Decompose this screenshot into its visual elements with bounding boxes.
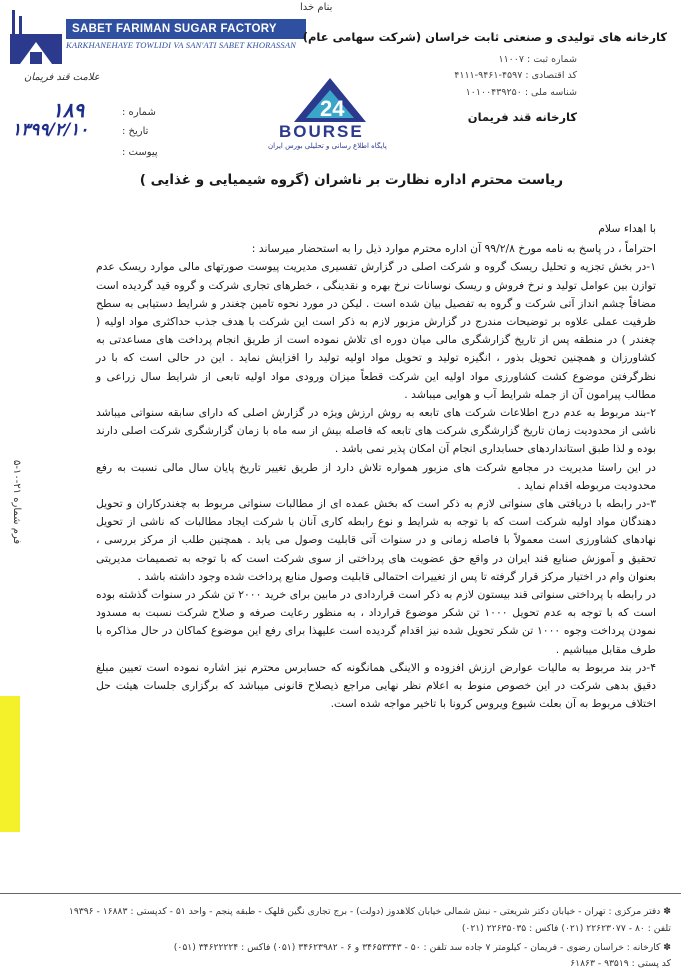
bourse-logo-caption: پایگاه اطلاع رسانی و تحلیلی بورس ایران xyxy=(268,142,387,150)
body-paragraph-3: در این راستا مدیریت در مجامع شرکت های مزبور همواره تلاش دارد از طریق تغییر تاریخ پایان سال مالی نسبت به رفع محدودیت مربوطه اقدام نماید . xyxy=(96,460,656,492)
form-number-text: فرم شماره ۲۱-۱۰-۵ xyxy=(11,460,22,545)
footer-office-phone: تلفن : ۸۰ - ۲۲۶۲۳۰۷۷ (۰۲۱) فاکس : ۲۲۶۳۵۰۳۵ (۰۲۱) xyxy=(461,923,671,934)
highlight-marker xyxy=(0,696,20,832)
basmala: بنام خدا xyxy=(300,2,333,13)
factory-name: کارخانه قند فریمان xyxy=(467,110,577,124)
intro-paragraph: احتراماً ، در پاسخ به نامه مورخ ۹۹/۲/۸ آن اداره محترم موارد ذیل را به استحضار میرساند : xyxy=(251,242,656,256)
svg-text:24: 24 xyxy=(320,96,345,121)
letter-date-value: ۱۳۹۹/۲/۱۰ xyxy=(12,120,89,140)
economic-code: کد اقتصادی : ۴۵۹۷-۹۴۶۱-۴۱۱۱ xyxy=(454,70,577,81)
factory-logo-icon xyxy=(6,8,66,66)
english-company-title: SABET FARIMAN SUGAR FACTORY xyxy=(66,19,306,39)
english-company-subtitle: KARKHANEHAYE TOWLIDI VA SAN'ATI SABET KHORASSAN xyxy=(66,40,297,50)
body-paragraph-5: در رابطه با پرداختی سنواتی قند بیستون لازم به ذکر است قراردادی در مابین برای خرید ۲۰۰۰ تن شکر در سنوات گذشته بوده است که با توجه به عدم تحویل ۱۰۰۰ تن شکر موضوع قرارداد ، به منظور رعایت صرفه و صلاح شرکت نسبت به مسدود نمودن پرداخت وجوه ۱۰۰۰ تن شکر تحویل شده نیز اقدام گردیده است علیهذا برای رفع این موضوع کماکان در حال مذاکره با طرف مقابل میباشیم . xyxy=(96,588,656,656)
company-name: کارخانه های تولیدی و صنعتی ثابت خراسان (شرکت سهامی عام) xyxy=(302,30,667,44)
letter-number-label: شماره : xyxy=(122,107,156,118)
footer-divider xyxy=(0,893,681,894)
bourse-logo-word: BOURSE xyxy=(279,122,364,141)
body-paragraph-4: ۳-در رابطه با دریافتی های سنواتی لازم به ذکر است که بخش عمده ای از مطالبات سنواتی مربوط به چغندرکاران و تحویل دهندگان مواد اولیه شرکت است که با توجه به شرایط و نوع رابطه کاری آنان با شرکت ایجاد مطالبات که ناشی از تحویل نهادهای کشاورزی است معمولاً با فاصله زمانی و در سنوات آتی قابلیت وصول می یابد . همچنین طلب از مرکز بررسی ، تحقیق و آموزش صنایع قند ایران در واقع حق عضویت های پرداختی از سوی شرکت است که با توجه به تصمیمات مدیریتی بعنوان وام در اختیار مرکز قرار گرفته تا پس از تغییرات احتمالی قابلیت وصول منابع پرداخت شده وجود داشته باشد . xyxy=(96,497,656,583)
footer-office-address: ✽ دفتر مرکزی : تهران - خیابان دکتر شریعتی - نبش شمالی خیابان کلاهدوز (دولت) - برج تجاری نگین قلهک - طبقه پنجم - واحد ۵۱ - کدپستی : ۱۶۸۸۳ - ۱۹۳۹۶ xyxy=(68,906,671,917)
body-paragraph-1: ۱-در بخش تجزیه و تحلیل ریسک گروه و شرکت اصلی در گزارش تفسیری مدیریت پیوست صورتهای مالی موارد ریسک عدم توازن بین عوامل تولید و نرخ فروش و ریسک نوسانات نرخ بهره و نقدینگی ، خطرهای تجاری شرکت و گروه قید گردیده است مضافاً چشم انداز آتی شرکت و گروه به تفصیل بیان شده است . لیکن در مورد نحوه تامین چغندر و شرایط دستیابی به سطح ظرفیت عملی علاوه بر توضیحات مندرج در گزارش مزبور لازم به ذکر است این شرکت با هدف جذب حداکثری مواد اولیه ( چغندر ) در منطقه پس از تاریخ گزارشگری مالی میان دوره ای تلاش نموده است از طریق انجام پرداخت های مساعدتی به کشاورزان و همچنین تحویل بذور ، انگیزه تولید و تحویل مواد اولیه تولید را افزایش نماید . این در حالی است که با در نظرگرفتن موضوع کشت کشاورزی مواد اولیه این شرکت قطعاً میزان ورودی مواد اولیه تابعی از شرایط سال زراعی و مطالب پیرامون آن از جمله شرایط آب و هوایی میباشد . xyxy=(96,260,656,401)
recipient-heading: ریاست محترم اداره نظارت بر ناشران (گروه شیمیایی و غذایی ) xyxy=(139,172,563,188)
form-number-margin xyxy=(6,460,26,650)
letter-body xyxy=(96,220,656,713)
footer-factory-address: ✽ کارخانه : خراسان رضوی - فریمان - کیلومتر ۷ جاده سد تلفن : ۵۰ - ۳۴۶۵۳۳۴۳ و ۶ - ۳۴۶۲۳۹۸۲ (۰۵۱) فاکس : ۳۴۶۲۲۲۲۴ (۰۵۱) xyxy=(173,942,671,953)
national-id: شناسه ملی : ۱۰۱۰۰۴۳۹۲۵۰ xyxy=(465,87,577,98)
body-paragraph-6: ۴-در بند مربوط به مالیات عوارض ارزش افزوده و الاینگی همانگونه که حسابرس محترم نیز اشاره نموده است تعیین مبلغ دقیق بدهی شرکت در این خصوص منوط به اعلام نظر نهایی مراجع ذیصلاح قانونی میباشد که برگزاری جلسات هیئت حل اختلاف مربوط به آن بعلت شیوع ویروس کرونا با تاخیر مواجه شده است. xyxy=(96,660,656,711)
footer-postal-code: کد پستی : ۹۳۵۱۹ - ۶۱۸۶۳ xyxy=(570,958,671,969)
letter-attachment-label: پیوست : xyxy=(122,147,158,158)
registration-number: شماره ثبت : ۱۱۰۰۷ xyxy=(498,54,577,65)
body-paragraph-2: ۲-بند مربوط به عدم درج اطلاعات شرکت های تابعه به روش ارزش ویژه در گزارش اصلی که دارای سابقه سنواتی میباشد ناشی از محدودیت زمان تاریخ گزارشگری شرکت های تابعه که فاصله بیش از سه ماه با زمان گزارشگری شرکت اصلی دارند بوده و لذا طبق استانداردهای حسابداری انجام آن امکان پذیر نمی باشد . xyxy=(96,406,656,456)
brand-script: علامت قند فریمان xyxy=(24,72,100,83)
letter-date-label: تاریخ : xyxy=(122,126,149,137)
letter-number-value: ۱۸۹ xyxy=(52,98,85,122)
greeting: با اهداء سلام xyxy=(598,222,656,235)
